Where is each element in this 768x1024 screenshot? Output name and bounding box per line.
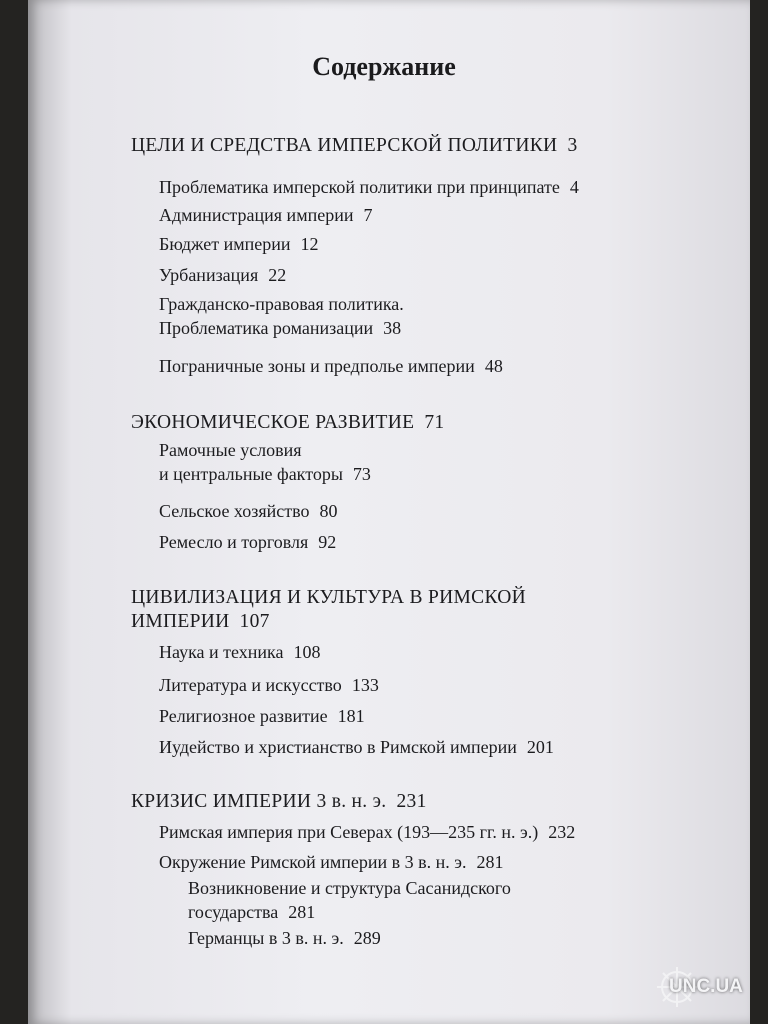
toc-entry-title: Ремесло и торговля [159,532,309,552]
toc-entry [159,232,721,256]
toc-entry-title: Рамочные условия [159,440,302,460]
toc-entry-page: 181 [337,706,365,726]
toc-entry-page: 281 [288,902,316,922]
toc-entry-page: 71 [424,412,445,433]
toc-entry [159,438,721,486]
toc-entry-page: 133 [351,675,379,695]
toc-entry [159,735,721,759]
toc-entry [159,175,721,199]
toc-entry [159,640,721,664]
toc-entry [131,790,721,814]
toc-entry-page: 12 [300,234,319,254]
toc-entry-title: ЭКОНОМИЧЕСКОЕ РАЗВИТИЕ [131,412,415,433]
toc-entry-page: 289 [353,928,381,948]
toc-entry-title: Германцы в 3 в. н. э. [188,928,344,948]
toc-entry-title: Проблематика имперской политики при принципате [159,177,560,197]
toc-entry-title: Сельское хозяйство [159,501,310,521]
toc-entry [188,876,721,924]
toc-entry-page: 38 [383,318,402,338]
toc-entry-page: 48 [484,356,503,376]
toc-entry-page: 231 [396,791,427,812]
watermark-logo [655,965,755,1011]
toc-entry-title: Администрация империи [159,205,354,225]
toc-entry-title: ИМПЕРИИ [131,611,230,632]
toc-entry-title: Проблематика романизации [159,318,374,338]
toc-entry-page: 73 [352,464,371,484]
toc-entry [159,850,721,874]
toc-entry-title: Урбанизация [159,265,259,285]
page-title: Содержание [312,52,456,81]
toc-entry [159,530,721,554]
toc-entry-title: Римская империя при Северах (193—235 гг. н. э.) [159,822,539,842]
toc-entry-title: ЦИВИЛИЗАЦИЯ И КУЛЬТУРА В РИМСКОЙ [131,587,527,608]
toc-entry-page: 80 [319,501,338,521]
toc-entry [159,499,721,523]
toc-entry [131,134,721,158]
toc-entry-title: Литература и искусство [159,675,342,695]
toc-entry-page: 201 [526,737,554,757]
toc-entry-page: 232 [548,822,576,842]
toc-entry-page: 107 [239,611,270,632]
toc-entry [131,411,721,435]
toc-entry-page: 281 [476,852,504,872]
toc-entry-title: Иудейство и христианство в Римской империи [159,737,517,757]
toc-entry-title: Бюджет империи [159,234,291,254]
toc-entry-page: 22 [268,265,287,285]
toc-entry [188,926,721,950]
toc-entry [159,292,721,340]
toc-entry-page: 4 [569,177,579,197]
toc-entry [159,203,721,227]
toc-entry [159,354,721,378]
toc-entry [131,586,721,634]
toc-entry-title: Возникновение и структура Сасанидского [188,878,511,898]
toc-entry-title: Окружение Римской империи в 3 в. н. э. [159,852,467,872]
watermark-text: UNC.UA [669,976,743,997]
toc-entry-title: Пограничные зоны и предполье империи [159,356,475,376]
toc-entry-page: 7 [363,205,373,225]
toc-entry-page: 108 [293,642,321,662]
toc-entry-title: Религиозное развитие [159,706,328,726]
toc-entry-title: и центральные факторы [159,464,343,484]
toc-entry [159,704,721,728]
toc-entry [159,263,721,287]
toc-entry-title: ЦЕЛИ И СРЕДСТВА ИМПЕРСКОЙ ПОЛИТИКИ [131,135,558,156]
toc-entry [159,673,721,697]
toc-entry-title: КРИЗИС ИМПЕРИИ 3 в. н. э. [131,791,387,812]
toc-entry-title: Наука и техника [159,642,284,662]
toc-entry-title: Гражданско-правовая политика. [159,294,404,314]
toc-entry-page: 92 [318,532,337,552]
toc-entry-page: 3 [567,135,578,156]
toc-entry-title: государства [188,902,279,922]
toc-entry [159,820,721,844]
